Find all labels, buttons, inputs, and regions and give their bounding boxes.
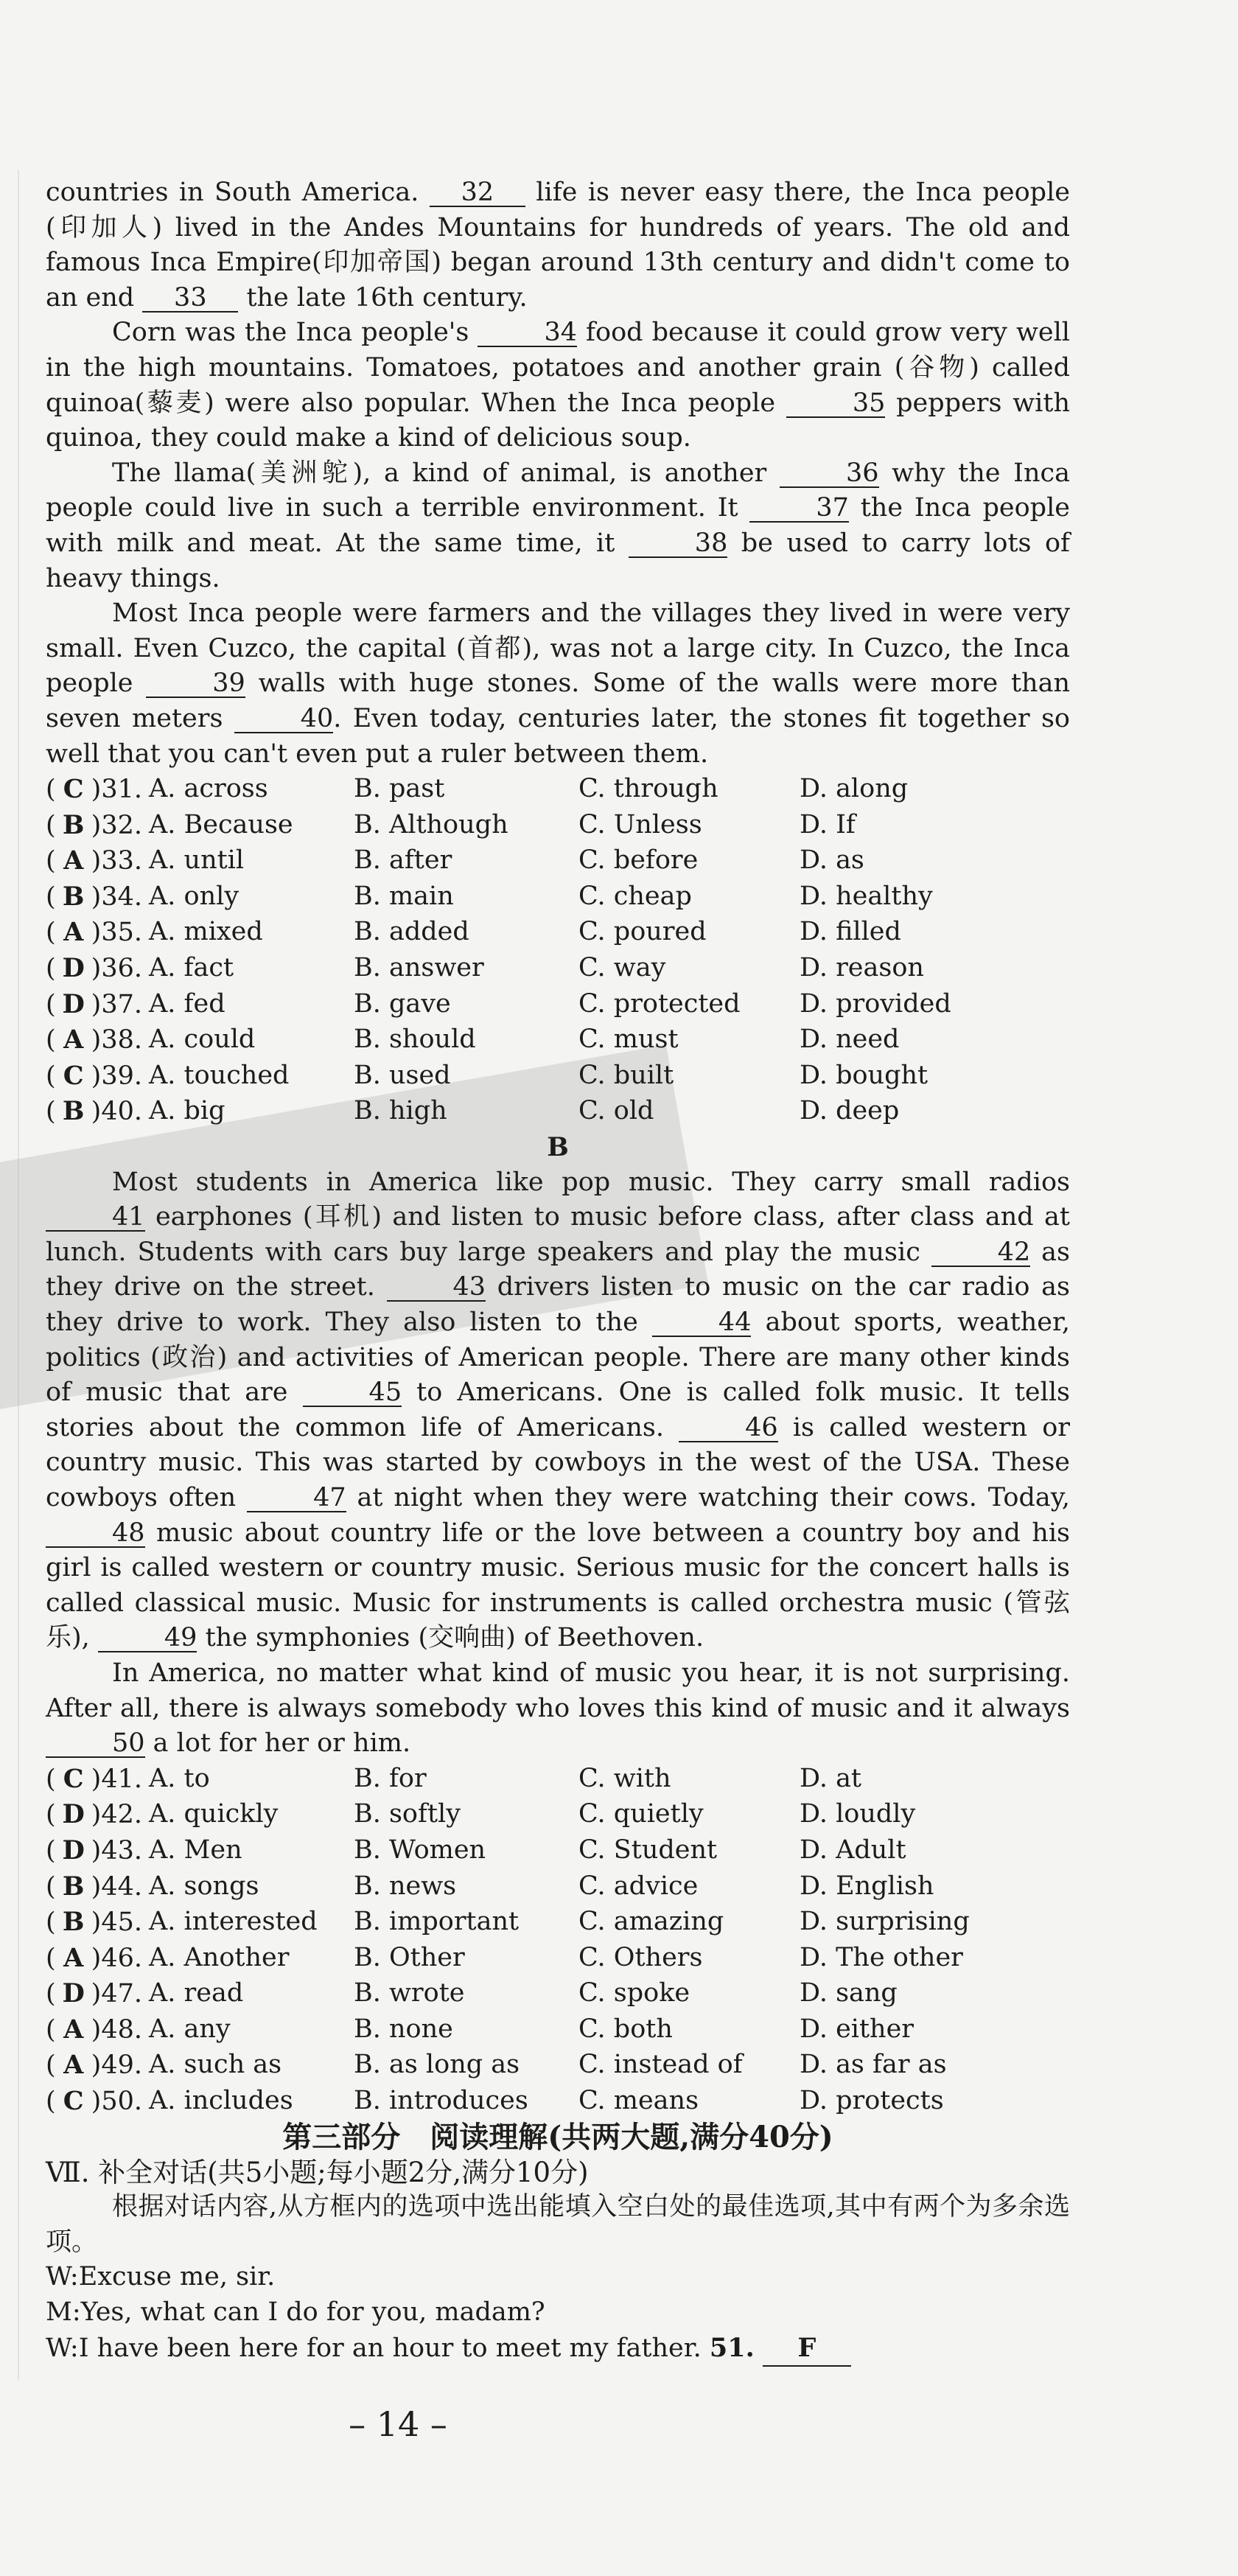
answer-bracket: ( D )47.	[46, 1976, 149, 2012]
answer-bracket: ( A )33.	[46, 843, 149, 879]
options-b	[46, 1762, 1070, 2120]
option-c[interactable]: C. must	[578, 1025, 679, 1055]
blank-36[interactable]: 36	[780, 460, 879, 488]
option-a[interactable]: A. across	[149, 774, 268, 804]
option-a[interactable]: A. includes	[149, 2086, 293, 2116]
question-number: 43.	[101, 1835, 142, 1865]
answer-letter[interactable]: B	[62, 881, 85, 912]
question-row	[46, 2048, 1070, 2084]
question-row	[46, 1762, 1070, 1798]
option-b[interactable]: B. Although	[354, 809, 508, 840]
option-b[interactable]: B. high	[354, 1096, 447, 1126]
answer-letter[interactable]: C	[63, 2086, 84, 2117]
dialogue-text: I have been here for an hour to meet my father.	[78, 2333, 710, 2363]
question-row	[46, 951, 1070, 987]
question-row	[46, 1058, 1070, 1095]
question-row	[46, 772, 1070, 808]
text-run: life is never easy there, the Inca people (印加人) lived in the Andes Mountains for hundreds of years. The old and famous Inca Empire(印加帝国) began around 13th century and didn't come to an end	[46, 178, 1070, 313]
blank-41[interactable]: 41	[46, 1204, 145, 1232]
option-c[interactable]: C. poured	[578, 917, 707, 947]
question-number: 39.	[101, 1061, 142, 1091]
option-d[interactable]: D. sang	[800, 1978, 898, 2008]
blank-32[interactable]: 32	[430, 179, 525, 207]
question-row	[46, 915, 1070, 951]
text-run: walls with huge stones. Some of the walls were more than seven meters	[46, 669, 1070, 733]
text-run: food because it could grow very well in the high mountains. Tomatoes, potatoes and another grain (谷物) called quinoa(藜麦) were also popular. When the Inca people	[46, 318, 1070, 418]
part3-title: 第三部分 阅读理解(共两大题,满分40分)	[282, 2119, 833, 2154]
option-c[interactable]: C. both	[578, 2014, 673, 2044]
question-row	[46, 1797, 1070, 1833]
blank-35[interactable]: 35	[786, 390, 886, 418]
blank-50[interactable]: 50	[46, 1730, 145, 1758]
passage-a-paragraph	[46, 596, 1070, 772]
question-row	[46, 987, 1070, 1023]
section7-title: Ⅶ. 补全对话(共5小题;每小题2分,满分10分)	[46, 2156, 589, 2188]
option-a[interactable]: A. only	[149, 881, 239, 911]
question-number: 35.	[101, 918, 142, 948]
passage-a	[46, 175, 1070, 772]
text-run: the symphonies (交响曲) of Beethoven.	[197, 1623, 704, 1653]
question-number: 37.	[101, 989, 142, 1019]
question-row	[46, 1094, 1070, 1130]
option-c[interactable]: C. advice	[578, 1871, 699, 1901]
option-b[interactable]: B. Other	[354, 1942, 465, 1972]
option-c[interactable]: C. cheap	[578, 881, 692, 911]
blank-44[interactable]: 44	[652, 1309, 752, 1337]
option-b[interactable]: B. none	[354, 2014, 453, 2044]
passage-b	[46, 1165, 1070, 1762]
question-number: 48.	[101, 2014, 142, 2045]
answer-letter[interactable]: A	[63, 917, 84, 948]
question-row	[46, 1022, 1070, 1058]
question-number: 32.	[101, 810, 142, 840]
text-run: at night when they were watching their cows. Today,	[346, 1482, 1070, 1512]
option-a[interactable]: A. songs	[149, 1871, 259, 1901]
option-d[interactable]: D. provided	[800, 988, 951, 1019]
dialogue-line	[46, 2260, 1070, 2295]
answer-bracket: ( D )42.	[46, 1797, 149, 1833]
question-number: 36.	[101, 954, 142, 984]
option-c[interactable]: C. way	[578, 953, 666, 983]
question-number: 38.	[101, 1025, 142, 1055]
option-b[interactable]: B. introduces	[354, 2086, 528, 2116]
option-a[interactable]: A. could	[149, 1025, 256, 1055]
option-a[interactable]: A. Because	[149, 809, 293, 840]
dialogue-line	[46, 2331, 1070, 2367]
question-row	[46, 1833, 1070, 1869]
option-d[interactable]: D. Adult	[800, 1835, 906, 1865]
option-b[interactable]: B. gave	[354, 988, 451, 1019]
answer-bracket: ( C )41.	[46, 1762, 149, 1798]
option-a[interactable]: A. fed	[149, 988, 225, 1019]
option-c[interactable]: C. quietly	[578, 1799, 704, 1829]
section-b-label: B	[547, 1132, 569, 1163]
option-c[interactable]: C. spoke	[578, 1978, 690, 2008]
question-number: 45.	[101, 1907, 142, 1938]
option-c[interactable]: C. protected	[578, 988, 741, 1019]
option-a[interactable]: A. interested	[149, 1907, 318, 1937]
blank-34[interactable]: 34	[478, 319, 577, 347]
blank-47[interactable]: 47	[247, 1484, 346, 1512]
blank-40[interactable]: 40	[234, 705, 334, 733]
answer-letter[interactable]: D	[62, 1835, 85, 1865]
option-c[interactable]: C. amazing	[578, 1907, 724, 1937]
option-b[interactable]: B. news	[354, 1871, 457, 1901]
text-run: Most students in America like pop music. They carry small radios	[112, 1167, 1070, 1197]
option-b[interactable]: B. should	[354, 1025, 476, 1055]
option-b[interactable]: B. past	[354, 774, 445, 804]
answer-letter[interactable]: C	[63, 774, 84, 805]
option-d[interactable]: D. protects	[800, 2086, 944, 2116]
answer-bracket: ( C )50.	[46, 2084, 149, 2120]
speaker: M:	[46, 2297, 81, 2328]
option-d[interactable]: D. reason	[800, 953, 924, 983]
page-content	[46, 175, 1070, 2367]
option-d[interactable]: D. deep	[800, 1096, 900, 1126]
answer-letter[interactable]: D	[62, 1799, 85, 1830]
blank-39[interactable]: 39	[146, 670, 245, 698]
option-b[interactable]: B. main	[354, 881, 454, 911]
blank-45[interactable]: 45	[303, 1379, 402, 1407]
option-c[interactable]: C. with	[578, 1763, 671, 1793]
option-a[interactable]: A. until	[149, 845, 245, 876]
answer-bracket: ( B )45.	[46, 1905, 149, 1941]
option-d[interactable]: D. bought	[800, 1060, 929, 1090]
answer-letter[interactable]: D	[62, 953, 85, 984]
option-a[interactable]: A. mixed	[149, 917, 263, 947]
text-run: Most Inca people were farmers and the villages they lived in were very small. Even Cuzco, the capital (首都), was not a large city. In Cuzco, the Inca people	[46, 598, 1070, 699]
answer-letter[interactable]: A	[63, 2050, 84, 2081]
text-run: In America, no matter what kind of music you hear, it is not surprising. After all, there is always somebody who loves this kind of music and it always	[46, 1658, 1070, 1723]
option-c[interactable]: C. through	[578, 774, 718, 804]
answer-letter[interactable]: A	[63, 1025, 84, 1055]
question-number: 46.	[101, 1943, 142, 1973]
answer-bracket: ( A )46.	[46, 1941, 149, 1977]
dialogue-line	[46, 2295, 1070, 2331]
text-run: drivers listen to music on the car radio as they drive to work. They also listen to the	[46, 1272, 1070, 1337]
text-run: the late 16th century.	[238, 282, 528, 313]
question-number: 51.	[709, 2332, 755, 2363]
speaker: W:	[46, 2333, 79, 2363]
question-row	[46, 2084, 1070, 2120]
passage-a-paragraph	[46, 456, 1070, 596]
option-a[interactable]: A. Another	[149, 1942, 290, 1972]
dialogue-text: Excuse me, sir.	[78, 2262, 276, 2292]
answer-letter[interactable]: C	[63, 1763, 84, 1794]
blank-33[interactable]: 33	[142, 285, 238, 313]
text-run: earphones (耳机) and listen to music before class, after class and at lunch. Students with cars buy large speakers and play the music	[46, 1202, 1070, 1267]
answer-letter[interactable]: C	[63, 1060, 84, 1091]
answer-bracket: ( C )31.	[46, 772, 149, 808]
answer-letter[interactable]: A	[63, 2014, 84, 2045]
passage-b-paragraph	[46, 1165, 1070, 1656]
answer-bracket: ( A )35.	[46, 915, 149, 951]
text-run: to Americans. One is called folk music. It tells stories about the common life of Americans.	[46, 1378, 1070, 1442]
option-a[interactable]: A. any	[149, 2014, 231, 2044]
answer-bracket: ( B )34.	[46, 879, 149, 915]
option-b[interactable]: B. used	[354, 1060, 451, 1090]
option-d[interactable]: D. as	[800, 845, 864, 876]
answer-bracket: ( B )32.	[46, 808, 149, 844]
question-number: 34.	[101, 882, 142, 912]
option-d[interactable]: D. If	[800, 809, 856, 840]
option-c[interactable]: C. before	[578, 845, 699, 876]
answer-letter[interactable]: D	[62, 988, 85, 1019]
question-row	[46, 843, 1070, 879]
text-run: is called western or country music. This was started by cowboys in the west of the USA. These cowboys often	[46, 1412, 1070, 1512]
blank-38[interactable]: 38	[629, 530, 728, 558]
question-row	[46, 1941, 1070, 1977]
answer-letter[interactable]: B	[62, 1907, 85, 1938]
question-row	[46, 1976, 1070, 2012]
option-a[interactable]: A. to	[149, 1763, 210, 1793]
text-run: music about country life or the love between a country boy and his girl is called western or country music. Serious music for the concert halls is called classical music. Music for instruments is called orchestra music (管弦乐),	[46, 1518, 1070, 1653]
passage-a-paragraph	[46, 175, 1070, 315]
option-c[interactable]: C. Others	[578, 1942, 703, 1972]
question-row	[46, 808, 1070, 844]
answer-bracket: ( A )38.	[46, 1022, 149, 1058]
blank-42[interactable]: 42	[931, 1239, 1031, 1267]
option-b[interactable]: B. as long as	[354, 2050, 520, 2080]
dialogue-text: Yes, what can I do for you, madam?	[80, 2297, 545, 2328]
blank-48[interactable]: 48	[46, 1520, 145, 1548]
question-number: 49.	[101, 2050, 142, 2081]
option-b[interactable]: B. important	[354, 1907, 520, 1937]
option-b[interactable]: B. answer	[354, 953, 484, 983]
answer-bracket: ( D )37.	[46, 987, 149, 1023]
option-a[interactable]: A. read	[149, 1978, 244, 2008]
option-a[interactable]: A. such as	[149, 2050, 282, 2080]
blank-49[interactable]: 49	[98, 1624, 197, 1652]
section7-instruction: 根据对话内容,从方框内的选项中选出能填入空白处的最佳选项,其中有两个为多余选项。	[46, 2192, 1070, 2257]
option-c[interactable]: C. instead of	[578, 2050, 743, 2080]
blank-43[interactable]: 43	[387, 1274, 486, 1302]
option-a[interactable]: A. fact	[149, 953, 234, 983]
option-b[interactable]: B. added	[354, 917, 469, 947]
blank-37[interactable]: 37	[749, 495, 849, 523]
passage-b-paragraph	[46, 1656, 1070, 1762]
answer-letter[interactable]: B	[62, 1096, 85, 1127]
option-b[interactable]: B. wrote	[354, 1978, 465, 2008]
text-run: The llama(美洲鸵), a kind of animal, is another	[112, 458, 780, 488]
option-b[interactable]: B. after	[354, 845, 452, 876]
text-run: . Even today, centuries later, the stones fit together so well that you can't even put a ruler between them.	[46, 703, 1070, 769]
question-row	[46, 879, 1070, 915]
option-b[interactable]: B. softly	[354, 1799, 461, 1829]
option-d[interactable]: D. as far as	[800, 2050, 947, 2080]
answer-bracket: ( D )43.	[46, 1833, 149, 1869]
text-run: Corn was the Inca people's	[112, 318, 478, 348]
option-b[interactable]: B. Women	[354, 1835, 486, 1865]
question-row	[46, 1869, 1070, 1905]
text-run: countries in South America.	[46, 178, 430, 207]
option-c[interactable]: C. means	[578, 2086, 699, 2116]
option-a[interactable]: A. Men	[149, 1835, 242, 1865]
option-c[interactable]: C. Unless	[578, 809, 702, 840]
option-d[interactable]: D. loudly	[800, 1799, 916, 1829]
option-d[interactable]: D. healthy	[800, 881, 933, 911]
blank-46[interactable]: 46	[679, 1414, 778, 1442]
page-number: – 14 –	[349, 2404, 447, 2444]
question-number: 42.	[101, 1800, 142, 1830]
question-number: 33.	[101, 846, 142, 876]
answer-bracket: ( A )48.	[46, 2012, 149, 2048]
question-number: 47.	[101, 1979, 142, 2009]
answer-blank[interactable]: F	[763, 2331, 851, 2367]
option-c[interactable]: C. built	[578, 1060, 674, 1090]
text-run: peppers with quinoa, they could make a kind of delicious soup.	[46, 388, 1070, 453]
speaker: W:	[46, 2262, 79, 2292]
question-number: 50.	[101, 2087, 142, 2117]
text-run: as they drive on the street.	[46, 1237, 1070, 1302]
answer-letter[interactable]: B	[62, 1871, 85, 1902]
question-number: 41.	[101, 1764, 142, 1794]
option-d[interactable]: D. English	[800, 1871, 934, 1901]
option-d[interactable]: D. either	[800, 2014, 914, 2044]
passage-a-paragraph	[46, 315, 1070, 455]
text-run: the Inca people with milk and meat. At the same time, it	[46, 493, 1070, 558]
question-number: 40.	[101, 1097, 142, 1127]
option-d[interactable]: D. surprising	[800, 1907, 970, 1937]
option-d[interactable]: D. at	[800, 1763, 861, 1793]
text-run: about sports, weather, politics (政治) and activities of American people. There are many other kinds of music that are	[46, 1308, 1071, 1408]
option-a[interactable]: A. big	[149, 1096, 225, 1126]
option-d[interactable]: D. along	[800, 774, 909, 804]
answer-letter[interactable]: A	[63, 845, 84, 876]
dialogue	[46, 2260, 1070, 2367]
answer-bracket: ( D )36.	[46, 951, 149, 987]
text-run: why the Inca people could live in such a terrible environment. It	[46, 458, 1070, 523]
question-row	[46, 2012, 1070, 2048]
option-c[interactable]: C. old	[578, 1096, 654, 1126]
answer-letter[interactable]: D	[62, 1978, 85, 2009]
answer-letter[interactable]: A	[63, 1942, 84, 1973]
answer-letter[interactable]: B	[62, 809, 85, 840]
answer-bracket: ( B )40.	[46, 1094, 149, 1130]
options-a	[46, 772, 1070, 1130]
option-a[interactable]: A. quickly	[149, 1799, 279, 1829]
answer-bracket: ( B )44.	[46, 1869, 149, 1905]
option-d[interactable]: D. filled	[800, 917, 901, 947]
text-run: a lot for her or him.	[144, 1728, 411, 1759]
question-number: 44.	[101, 1871, 142, 1902]
option-d[interactable]: D. The other	[800, 1942, 963, 1972]
option-a[interactable]: A. touched	[149, 1060, 290, 1090]
question-row	[46, 1905, 1070, 1941]
text-run: be used to carry lots of heavy things.	[46, 528, 1071, 593]
answer-bracket: ( C )39.	[46, 1058, 149, 1095]
option-d[interactable]: D. need	[800, 1025, 900, 1055]
option-c[interactable]: C. Student	[578, 1835, 718, 1865]
answer-bracket: ( A )49.	[46, 2048, 149, 2084]
question-number: 31.	[101, 775, 142, 805]
option-b[interactable]: B. for	[354, 1763, 427, 1793]
